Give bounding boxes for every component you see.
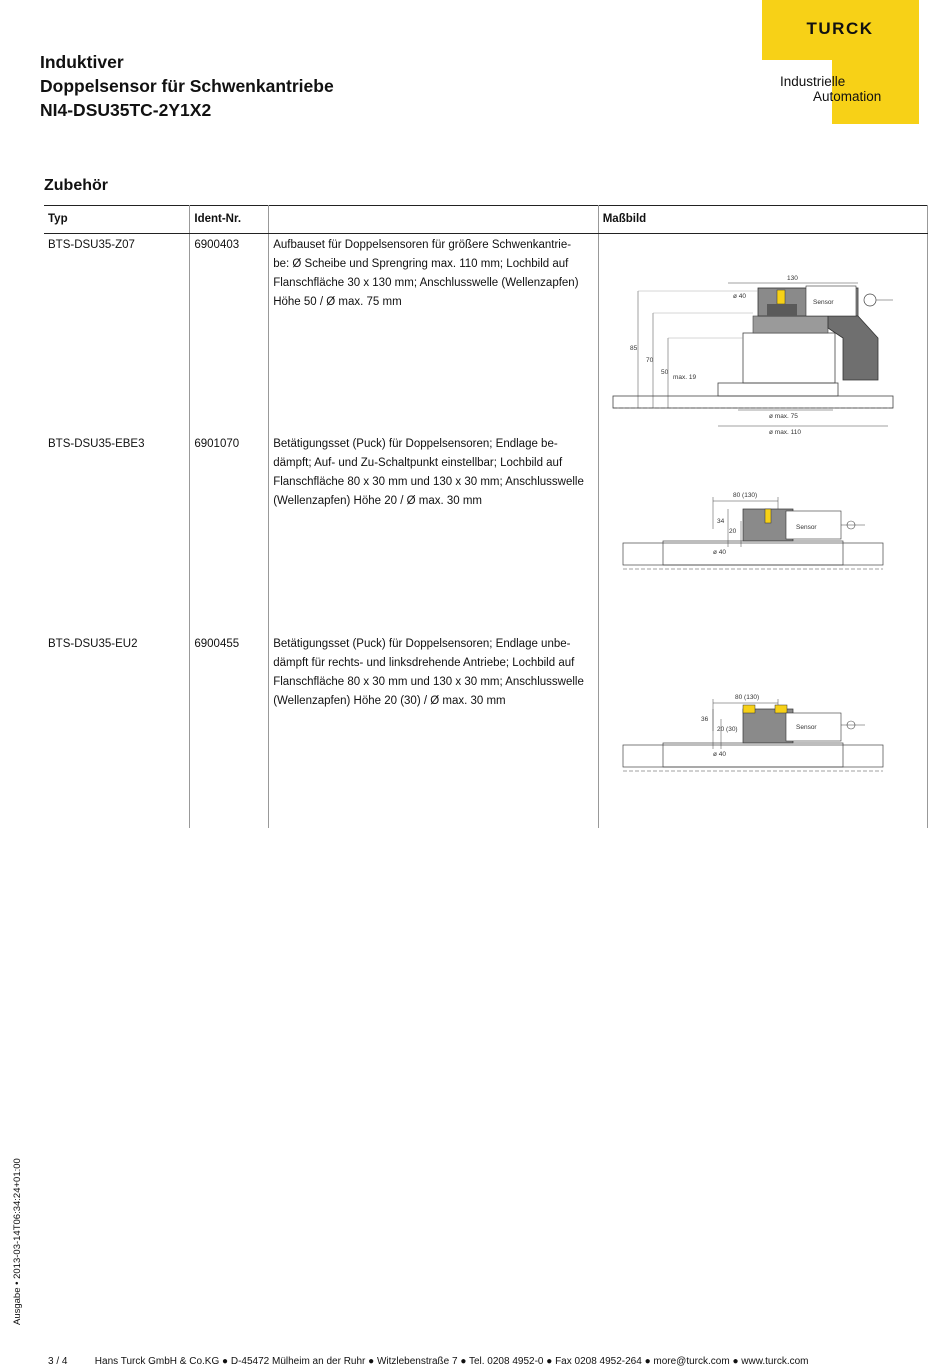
page-footer	[48, 1356, 809, 1367]
cell-drawing	[598, 633, 927, 828]
header-typ: Typ	[44, 206, 190, 234]
section-title: Zubehör	[44, 177, 108, 194]
dim-label: 20 (30)	[716, 726, 738, 733]
cell-description	[269, 433, 599, 633]
description-line: (Wellenzapfen) Höhe 20 (30) / Ø max. 30 mm	[273, 695, 506, 707]
title-line-2: Doppelsensor für Schwenkantriebe	[40, 76, 334, 96]
header-massbild: Maßbild	[598, 206, 927, 234]
header-ident: Ident-Nr.	[190, 206, 269, 234]
description-line: dämpft; Auf- und Zu-Schaltpunkt einstellbar; Lochbild auf	[273, 457, 563, 469]
dim-label: 130	[786, 275, 798, 282]
dim-label: 80 (130)	[732, 492, 757, 499]
cell-ident: 6900455	[190, 633, 269, 828]
title-line-3: NI4-DSU35TC-2Y1X2	[40, 100, 212, 120]
dim-label: 50	[660, 369, 668, 376]
dim-label: ø 40	[712, 751, 726, 758]
cell-typ: BTS-DSU35-EU2	[44, 633, 190, 828]
dim-label: Sensor	[795, 524, 817, 531]
cell-drawing	[598, 433, 927, 633]
dim-label: 85	[629, 345, 637, 352]
cell-ident: 6900403	[190, 234, 269, 434]
table-row	[44, 234, 928, 434]
logo-subtitle	[780, 74, 881, 104]
dim-label: 70	[645, 357, 653, 364]
dim-label: 36	[700, 716, 708, 723]
cell-description	[269, 633, 599, 828]
dim-label: Sensor	[795, 724, 817, 731]
dimension-drawing-ebe3	[603, 485, 903, 585]
issue-date-note: Ausgabe • 2013-03-14T06:34:24+01:00	[12, 1158, 23, 1325]
table-row	[44, 433, 928, 633]
dim-label: 34	[716, 518, 724, 525]
logo-subtitle-line-2: Automation	[813, 89, 882, 104]
dim-label: ø 40	[732, 293, 746, 300]
dimension-drawing-eu2	[603, 687, 903, 787]
dim-label: max. 19	[672, 374, 696, 381]
dimension-drawing-z07	[603, 258, 903, 438]
description-line: Höhe 50 / Ø max. 75 mm	[273, 296, 402, 308]
cell-typ: BTS-DSU35-EBE3	[44, 433, 190, 633]
title-line-1: Induktiver	[40, 52, 124, 72]
company-info: Hans Turck GmbH & Co.KG ● D-45472 Mülheim an der Ruhr ● Witzlebenstraße 7 ● Tel. 0208 4952-0 ● Fax 0208 4952-264 ● more@turck.com ● www.turck.com	[94, 1356, 809, 1367]
header-description	[269, 206, 599, 234]
accessories-table	[44, 205, 928, 828]
description-line: Aufbauset für Doppelsensoren für größere Schwenkantrie-	[273, 239, 572, 251]
description-line: Betätigungsset (Puck) für Doppelsensoren; Endlage unbe-	[273, 638, 571, 650]
page-number: 3 / 4	[48, 1356, 68, 1367]
description-line: Flanschfläche 30 x 130 mm; Anschlusswelle (Wellenzapfen)	[273, 277, 579, 289]
dim-label: ø max. 110	[768, 429, 801, 436]
turck-logo-text: TURCK	[806, 19, 874, 38]
description-line: Flanschfläche 80 x 30 mm und 130 x 30 mm; Anschlusswelle	[273, 476, 584, 488]
dim-label: ø max. 75	[768, 413, 798, 420]
cell-description	[269, 234, 599, 434]
dim-label: 80 (130)	[734, 694, 759, 701]
cell-typ: BTS-DSU35-Z07	[44, 234, 190, 434]
cell-ident: 6901070	[190, 433, 269, 633]
table-header-row	[44, 206, 928, 234]
dim-label: 20	[728, 528, 736, 535]
table-row	[44, 633, 928, 828]
description-line: Betätigungsset (Puck) für Doppelsensoren; Endlage be-	[273, 438, 558, 450]
description-line: be: Ø Scheibe und Sprengring max. 110 mm; Lochbild auf	[273, 258, 569, 270]
dim-label: ø 40	[712, 549, 726, 556]
description-line: (Wellenzapfen) Höhe 20 / Ø max. 30 mm	[273, 495, 482, 507]
description-line: Flanschfläche 80 x 30 mm und 130 x 30 mm; Anschlusswelle	[273, 676, 584, 688]
logo-subtitle-line-1: Industrielle	[780, 74, 846, 89]
dim-label: Sensor	[812, 299, 834, 306]
document-title	[40, 50, 334, 122]
cell-drawing	[598, 234, 927, 434]
description-line: dämpft für rechts- und linksdrehende Antriebe; Lochbild auf	[273, 657, 575, 669]
